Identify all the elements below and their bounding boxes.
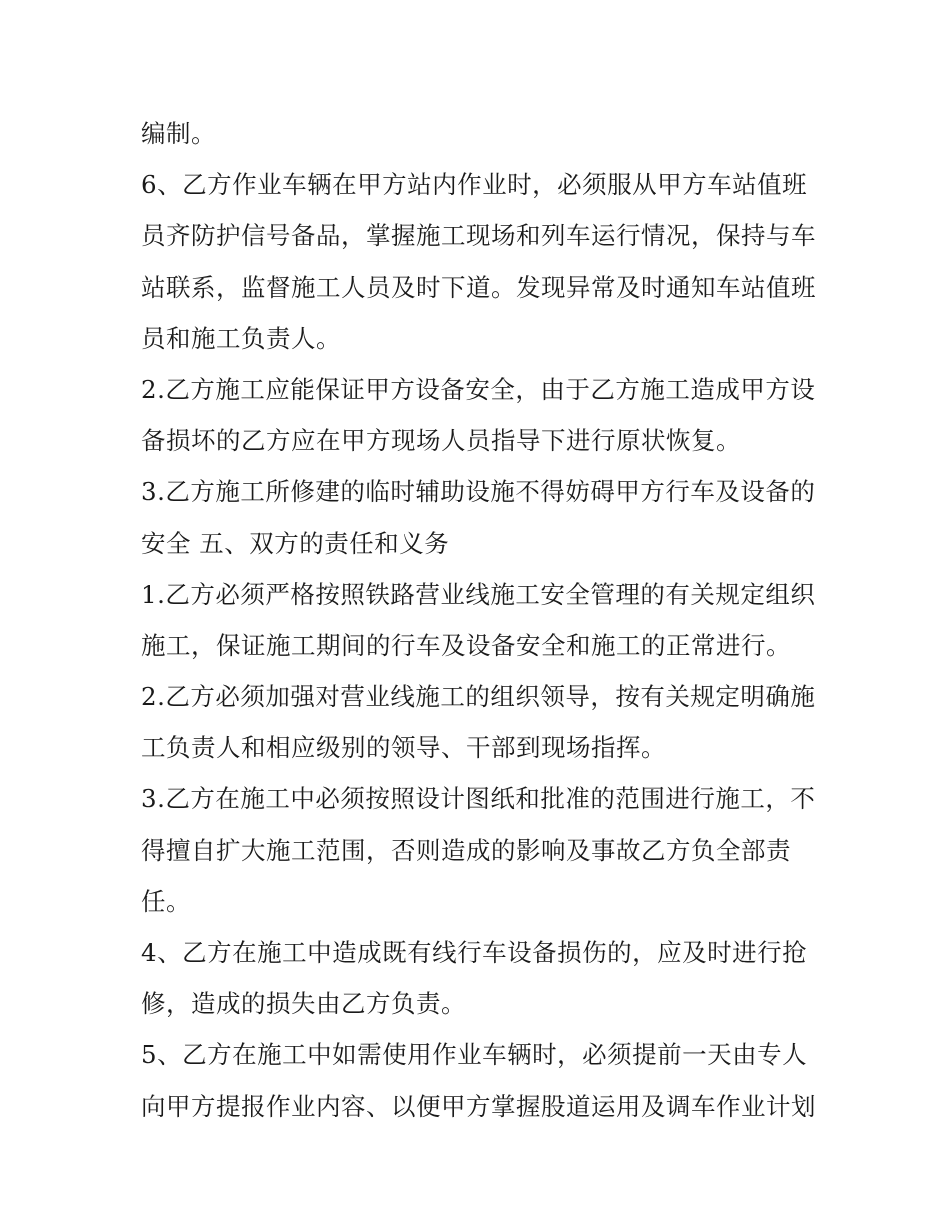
text-line: 4、乙方在施工中造成既有线行车设备损伤的，应及时进行抢 [141, 938, 808, 967]
text-line: 修，造成的损失由乙方负责。 [141, 989, 466, 1019]
text-line: 3.乙方在施工中必须按照设计图纸和批准的范围进行施工，不 [141, 784, 816, 814]
text-line: 1.乙方必须严格按照铁路营业线施工安全管理的有关规定组织 [141, 579, 816, 609]
text-line: 5、乙方在施工中如需使用作业车辆时，必须提前一天由专人 [141, 1040, 808, 1070]
text-line: 工负责人和相应级别的领导、干部到现场指挥。 [141, 733, 666, 763]
text-line: 编制。 [141, 119, 216, 148]
text-line: 6、乙方作业车辆在甲方站内作业时，必须服从甲方车站值班 [141, 170, 808, 200]
text-line: 员齐防护信号备品，掌握施工现场和列车运行情况，保持与车 [141, 221, 816, 251]
text-line: 施工，保证施工期间的行车及设备安全和施工的正常进行。 [141, 630, 791, 660]
text-line: 得擅自扩大施工范围，否则造成的影响及事故乙方负全部责 [141, 835, 791, 865]
text-line: 员和施工负责人。 [141, 323, 341, 353]
text-line: 2.乙方施工应能保证甲方设备安全，由于乙方施工造成甲方设 [141, 374, 816, 404]
text-line: 备损坏的乙方应在甲方现场人员指导下进行原状恢复。 [141, 426, 741, 456]
text-line: 安全 五、双方的责任和义务 [141, 528, 450, 558]
text-line: 向甲方提报作业内容、以便甲方掌握股道运用及调车作业计划 [141, 1091, 816, 1121]
text-line: 站联系，监督施工人员及时下道。发现异常及时通知车站值班 [141, 272, 816, 302]
text-line: 3.乙方施工所修建的临时辅助设施不得妨碍甲方行车及设备的 [141, 477, 816, 507]
text-line: 2.乙方必须加强对营业线施工的组织领导，按有关规定明确施 [141, 682, 816, 712]
document-body [141, 108, 821, 1132]
text-line: 任。 [141, 886, 191, 916]
